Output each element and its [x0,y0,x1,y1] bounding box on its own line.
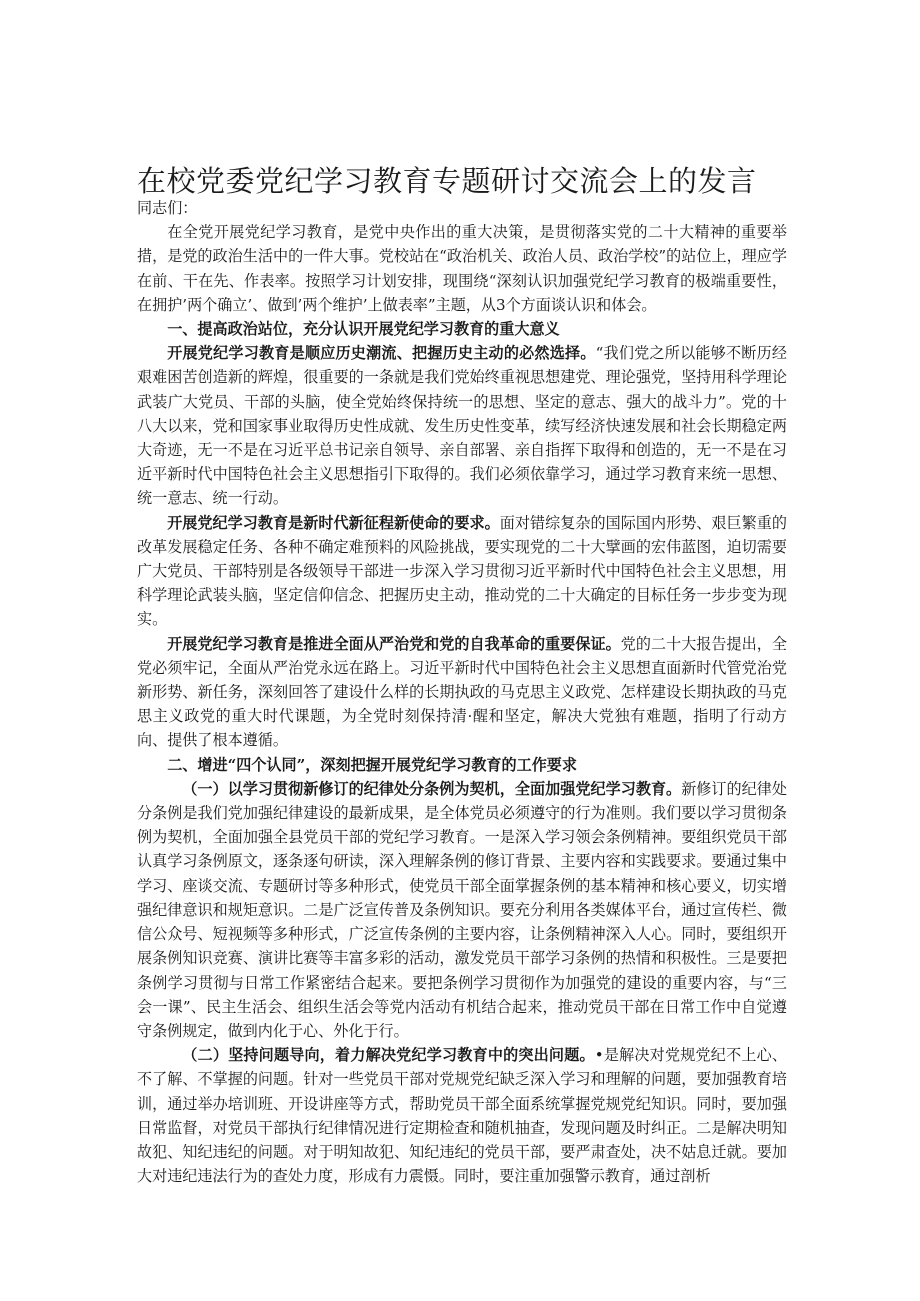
paragraph-5-text: •是解决对党规党纪不上心、不了解、不掌握的问题。针对一些党员干部对党规党纪缺乏深入学习和理解的问题，要加强教育培训，通过举办培训班、开设讲座等方式，帮助党员干部全面系统掌握党规党纪知识。同时，要加强日常监督，对党员干部执行纪律情况进行定期检查和随机抽查，发现问题及时纠正。二是解决明知故犯、知纪违纪的问题。对于明知故犯、知纪违纪的党员干部，要严肃查处，决不姑息迁就。要加大对违纪违法行为的查处力度，形成有力震慑。同时，要注重加强警示教育，通过剖析 [137,1046,787,1186]
document-body [137,196,787,1188]
paragraph-3-lead: 开展党纪学习教育是推进全面从严治党和党的自我革命的重要保证。 [167,634,621,653]
paragraph-4-text: 新修订的纪律处分条例是我们党加强纪律建设的最新成果，是全体党员必须遵守的行为准则。我们要以学习贯彻条例为契机，全面加强全县党员干部的党纪学习教育。一是深入学习领会条例精神。要组织党员干部认真学习条例原文，逐条逐句研读，深入理解条例的修订背景、主要内容和实践要求。要通过集中学习、座谈交流、专题研讨等多种形式，使党员干部全面掌握条例的基本精神和核心要义，切实增强纪律意识和规矩意识。二是广泛宣传普及条例知识。要充分利用各类媒体平台，通过宣传栏、微信公众号、短视频等多种形式，广泛宣传条例的主要内容，让条例精神深入人心。同时，要组织开展条例知识竞赛、演讲比赛等丰富多彩的活动，激发党员干部学习条例的热情和积极性。三是要把条例学习贯彻与日常工作紧密结合起来。要把条例学习贯彻作为加强党的建设的重要内容，与“三会一课”、民主生活会、组织生活会等党内活动有机结合起来，推动党员干部在日常工作中自觉遵守条例规定，做到内化于心、外化于行。 [137,779,787,1040]
paragraph-1-text: “我们党之所以能够不断历经艰难困苦创造新的辉煌，很重要的一条就是我们党始终重视思想建党、理论强党，坚持用科学理论武装广大党员、干部的头脑，使全党始终保持统一的思想、坚定的意志、强大的战斗力”。党的十八大以来，党和国家事业取得历史性成就、发生历史性变革，续写经济快速发展和社会长期稳定两大奇迹，无一不是在习近平总书记亲自领导、亲自部署、亲自指挥下取得和创造的，无一不是在习近平新时代中国特色社会主义思想指引下取得的。我们必须依靠学习，通过学习教育来统一思想、统一意志、统一行动。 [137,344,787,508]
paragraph-3-text: 党的二十大报告提出，全党必须牢记，全面从严治党永远在路上。习近平新时代中国特色社会主义思想直面新时代管党治党新形势、新任务，深刻回答了建设什么样的长期执政的马克思主义政党、怎样建设长期执政的马克思主义政党的重大时代课题，为全党时刻保持清·醒和坚定，解决大党独有难题，指明了行动方向、提供了根本遵循。 [137,634,787,750]
paragraph-1 [137,341,787,510]
paragraph-4 [137,777,787,1043]
paragraph-1-lead: 开展党纪学习教育是顺应历史潮流、把握历史主动的必然选择。 [167,344,596,363]
paragraph-3 [137,632,787,753]
paragraph-5 [137,1043,787,1188]
intro-paragraph: 在全党开展党纪学习教育，是党中央作出的重大决策，是贯彻落实党的二十大精神的重要举措，是党的政治生活中的一件大事。党校站在“政治机关、政治人员、政治学校”的站位上，理应学在前、干在先、作表率。按照学习计划安排，现围绕“深刻认识加强党纪学习教育的极端重要性，在拥护’两个确立’、做到’两个维护’上做表率”主题，从3个方面谈认识和体会。 [137,223,787,314]
document-title: 在校党委党纪学习教育专题研讨交流会上的发言 [137,164,757,199]
section-heading-2: 二、增进“四个认同”，深刻把握开展党纪学习教育的工作要求 [167,755,577,774]
paragraph-2-lead: 开展党纪学习教育是新时代新征程新使命的要求。 [167,513,500,532]
section-heading-1: 一、提高政治站位，充分认识开展党纪学习教育的重大意义 [167,320,560,339]
paragraph-5-lead: （二）坚持问题导向，着力解决党纪学习教育中的突出问题。 [182,1046,595,1065]
salutation: 同志们： [137,199,198,217]
paragraph-2-text: 面对错综复杂的国际国内形势、艰巨繁重的改革发展稳定任务、各种不确定难预料的风险挑战，要实现党的二十大擘画的宏伟蓝图，迫切需要广大党员、干部特别是各级领导干部进一步深入学习贯彻习近平新时代中国特色社会主义思想，用科学理论武装头脑，坚定信仰信念、把握历史主动，推动党的二十大确定的目标任务一步步变为现实。 [137,513,787,629]
paragraph-4-lead: （一）以学习贯彻新修订的纪律处分条例为契机，全面加强党纪学习教育。 [182,779,682,798]
paragraph-2 [137,511,787,632]
